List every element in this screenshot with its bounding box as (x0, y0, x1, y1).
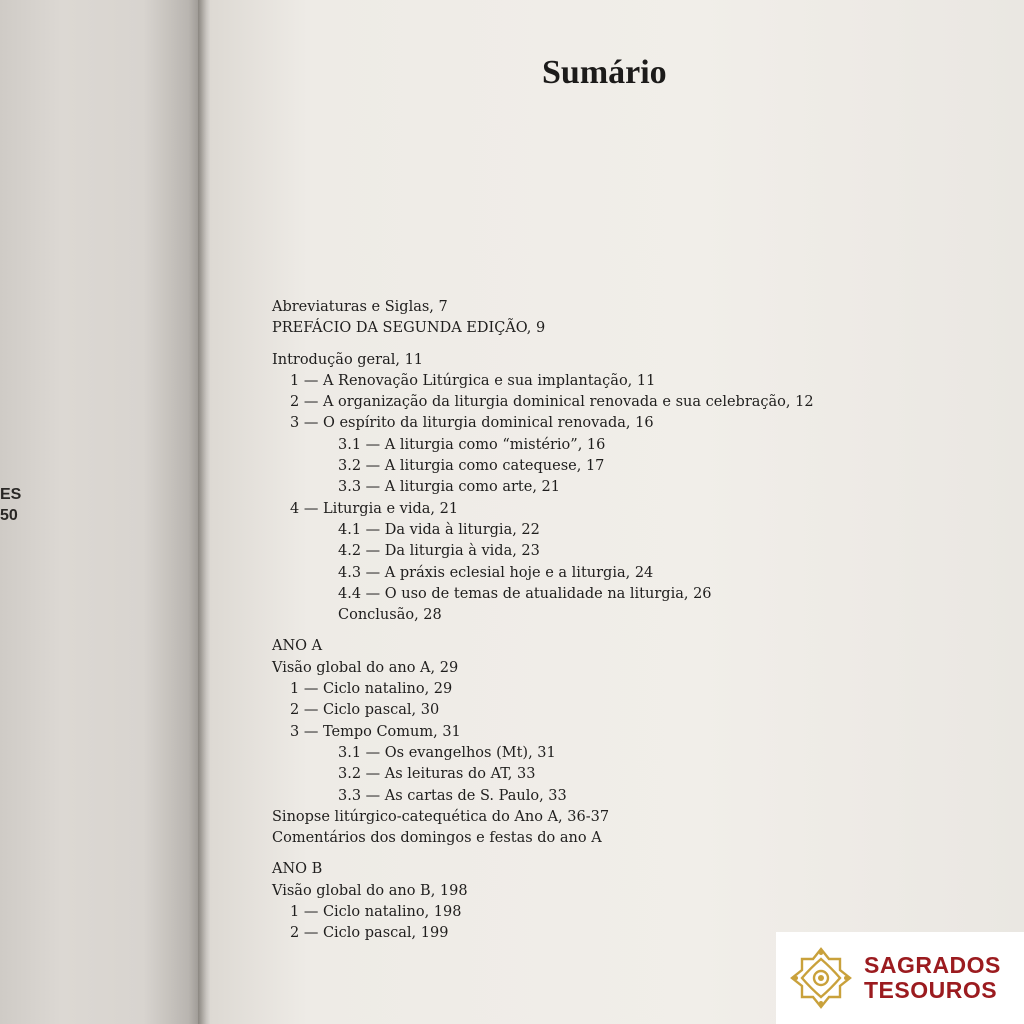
toc-section-ano-a (272, 636, 832, 849)
toc-entry: Conclusão, 28 (338, 607, 442, 624)
left-page-fragment: ES (0, 486, 22, 503)
toc-entry: 4 — Liturgia e vida, 21 (290, 500, 459, 517)
toc-section-ano-b (272, 859, 832, 944)
toc-entry: Abreviaturas e Siglas, 7 (272, 299, 448, 315)
toc-entry: ANO B (272, 861, 323, 878)
toc-section-front (272, 297, 832, 340)
left-page-fragment: 50 (0, 507, 18, 524)
toc-entry: Visão global do ano B, 198 (272, 882, 468, 899)
toc-entry: 3 — O espírito da liturgia dominical renovada, 16 (290, 415, 654, 432)
page-title: Sumário (542, 54, 667, 91)
toc-entry: PREFÁCIO DA SEGUNDA EDIÇÃO, 9 (272, 320, 546, 337)
watermark-line-1: SAGRADOS (864, 952, 1001, 978)
toc-entry: 3 — Tempo Comum, 31 (290, 723, 461, 740)
toc-entry: 1 — Ciclo natalino, 29 (290, 681, 453, 698)
toc-entry: Sinopse litúrgico-catequética do Ano A, 36-37 (272, 808, 610, 825)
watermark-line-2: TESOUROS (864, 977, 998, 1003)
toc-entry: 3.1 — A liturgia como “mistério”, 16 (338, 436, 606, 453)
toc-entry: Introdução geral, 11 (272, 351, 424, 368)
toc-entry: 1 — Ciclo natalino, 198 (290, 904, 462, 921)
toc-entry: 3.1 — Os evangelhos (Mt), 31 (338, 744, 556, 761)
left-page (0, 0, 205, 1024)
toc-entry: 2 — Ciclo pascal, 199 (290, 925, 449, 942)
toc-entry: 4.3 — A práxis eclesial hoje e a liturgia, 24 (338, 564, 654, 581)
watermark-logo (776, 932, 1024, 1024)
toc-entry: 2 — Ciclo pascal, 30 (290, 702, 440, 719)
toc-entry: 3.3 — A liturgia como arte, 21 (338, 479, 560, 496)
toc-entry: Visão global do ano A, 29 (272, 659, 459, 676)
toc-entry: 1 — A Renovação Litúrgica e sua implantação, 11 (290, 372, 656, 389)
toc-entry: 4.1 — Da vida à liturgia, 22 (338, 521, 540, 538)
toc-entry: 3.2 — A liturgia como catequese, 17 (338, 458, 605, 475)
ornament-emblem-icon (788, 945, 854, 1011)
toc-entry: 2 — A organização da liturgia dominical renovada e sua celebração, 12 (290, 394, 814, 411)
toc-entry: ANO A (272, 638, 323, 655)
toc-entry: 3.3 — As cartas de S. Paulo, 33 (338, 787, 567, 804)
toc-entry: Comentários dos domingos e festas do ano A (272, 830, 602, 847)
toc-entry: 4.2 — Da liturgia à vida, 23 (338, 543, 540, 560)
toc-entry: 3.2 — As leituras do AT, 33 (338, 766, 536, 783)
table-of-contents (272, 297, 832, 945)
toc-section-introducao (272, 350, 832, 627)
watermark-text (864, 953, 1001, 1003)
toc-entry: 4.4 — O uso de temas de atualidade na liturgia, 26 (338, 585, 712, 602)
